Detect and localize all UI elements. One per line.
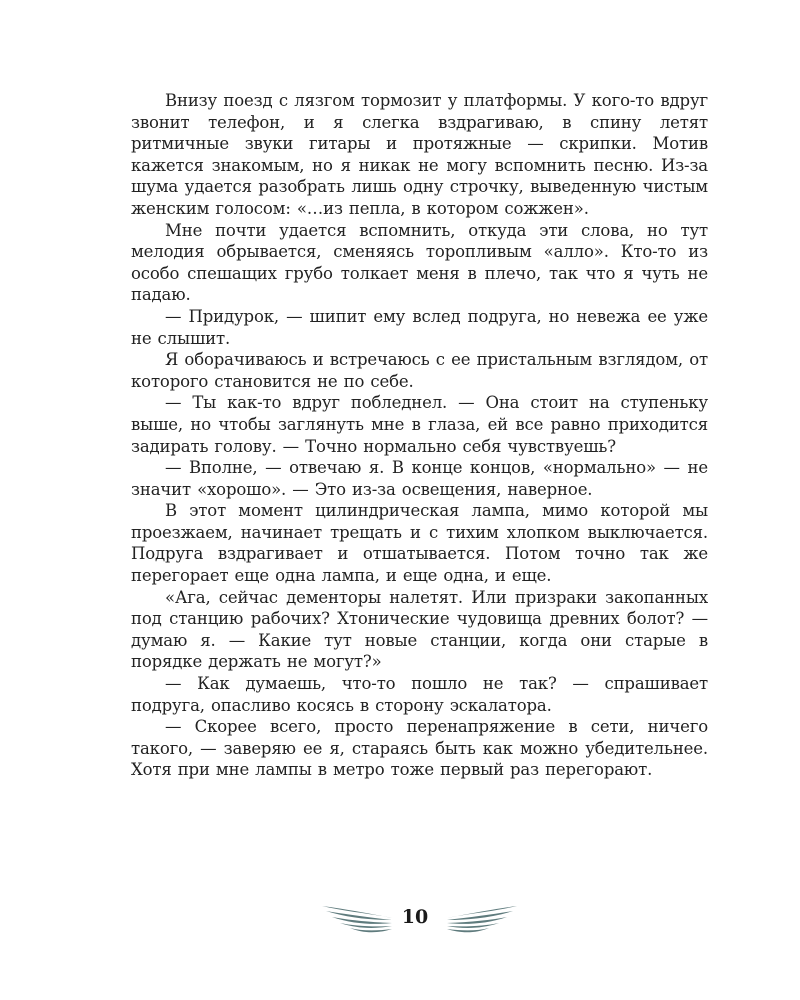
paragraph-8: «Ага, сейчас дементоры налетят. Или призраки закопанных под станцию рабочих? Хтонические чудовища древних болот? — думаю я. — Какие тут новые станции, когда они старые в порядке держать не могут?» — [131, 587, 708, 672]
page-text — [131, 90, 708, 781]
paragraph-4: Я оборачиваюсь и встречаюсь с ее пристальным взглядом, от которого становится не по себе. — [131, 350, 708, 391]
paragraph-10: — Скорее всего, просто перенапряжение в сети, ничего такого, — заверяю ее я, стараясь быть как можно убедительнее. Хотя при мне лампы в метро тоже первый раз перегорают. — [131, 717, 708, 780]
paragraph-7: В этот момент цилиндрическая лампа, мимо которой мы проезжаем, начинает трещать и с тихим хлопком выключается. Подруга вздрагивает и отшатывается. Потом точно так же перегорает еще одна лампа, и еще одна, и еще. — [131, 501, 708, 586]
paragraph-9: — Как думаешь, что-то пошло не так? — спрашивает подруга, опасливо косясь в сторону эскалатора. — [131, 674, 708, 715]
paragraph-2: Мне почти удается вспомнить, откуда эти слова, но тут мелодия обрывается, сменяясь торопливым «алло». Кто-то из особо спешащих грубо толкает меня в плечо, так что я чуть не падаю. — [131, 220, 708, 305]
paragraph-6: — Вполне, — отвечаю я. В конце концов, «нормально» — не значит «хорошо». — Это из-за освещения, наверное. — [131, 458, 708, 499]
paragraph-3: — Придурок, — шипит ему вслед подруга, но невежа ее уже не слышит. — [131, 306, 708, 348]
page-number: 10 — [401, 906, 429, 928]
paragraph-5: — Ты как-то вдруг побледнел. — Она стоит на ступеньку выше, но чтобы заглянуть мне в глаза, ей все равно приходится задирать голову. — Точно нормально себя чувствуешь? — [131, 393, 708, 456]
paragraph-1: Внизу поезд с лязгом тормозит у платформы. У кого-то вдруг звонит телефон, и я слегка вздрагиваю, в спину летят ритмичные звуки гитары и протяжные — скрипки. Мотив кажется знакомым, но я никак не могу вспомнить песню. Из-за шума удается разобрать лишь одну строчку, выведенную чистым женским голосом: «…из пепла, в котором сожжен». — [131, 91, 708, 218]
page-footer — [0, 898, 800, 942]
right-wing-icon — [443, 900, 521, 936]
